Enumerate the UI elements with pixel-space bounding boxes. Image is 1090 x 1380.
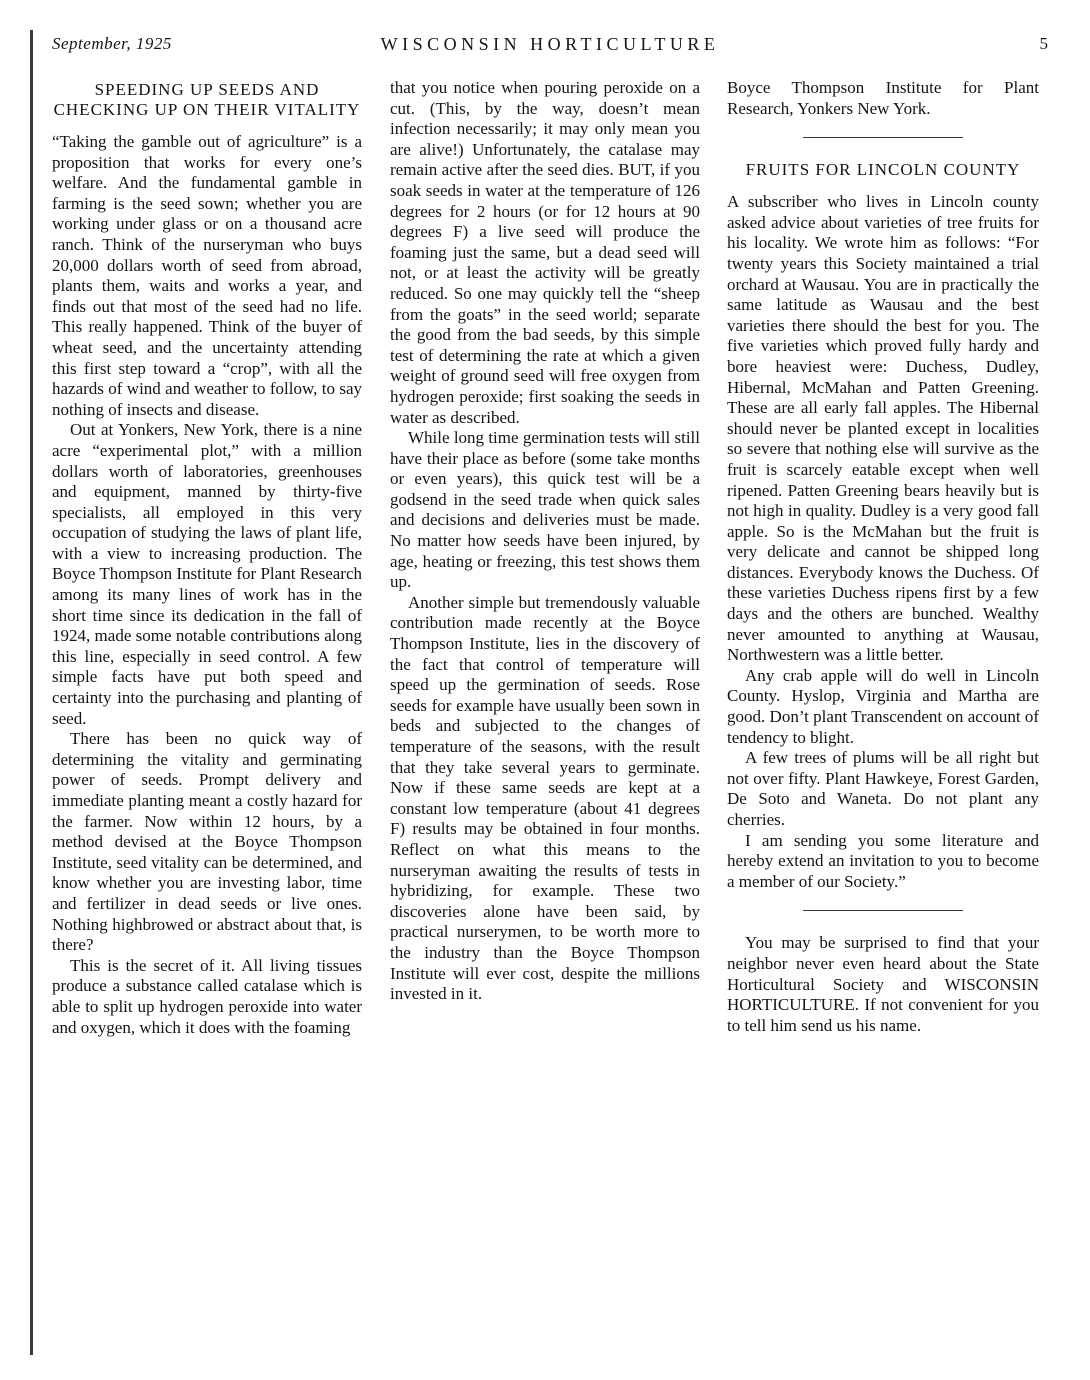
article-paragraph-split: Another simple but tremendously valuable contribution made recently at the Boyce Thompson Institute, lies in the discovery of the fact that control of temperature will speed up the germination of seeds. Rose seeds for example have usually been sown in beds and subjected to the changes of temperature of the seasons, with the result that they take several years to germinate. Now if these same seeds are kept at a constant low temperature (about 41 degrees F) results may be obtained in four months. Reflect on what this means to the nurseryman awaiting the results of tests in hybridizing, for example. These two discoveries alone have been said, by practical nurserymen, to be worth more to the industry than the Boyce Thompson Institute will ever cost, despite the millions invested in it. (390, 592, 700, 1004)
page-number: 5 (1039, 34, 1048, 53)
article-paragraph-split: This is the secret of it. All living tissues produce a substance called catalase which is able to split up hydrogen peroxide into water and oxygen, which it does with the foaming (52, 955, 362, 1037)
article-paragraph: There has been no quick way of determining the vitality and germinating power of seeds. Prompt delivery and immediate planting meant a costly hazard for the farmer. Now within 12 hours, by a method devised at the Boyce Thompson Institute, seed vitality can be determined, and know whether you are investing labor, time and fertilizer in dead seeds or live ones. Nothing highbrowed or abstract about that, is there? (52, 729, 362, 955)
article-paragraph: “Taking the gamble out of agriculture” is a proposition that works for every one’s welfare. And the fundamental gamble in farming is the seed sown; whether you are working under glass or on a thousand acre ranch. Think of the nurseryman who buys 20,000 dollars worth of seed from abroad, plants them, waits and works a year, and finds out that most of the seed had no life. This really happened. Think of the buyer of wheat seed, and the uncertainty attending this first step toward a “crop”, with all the hazards of wind and weather to follow, to say nothing of insects and disease. (52, 132, 362, 419)
article-paragraph: Out at Yonkers, New York, there is a nine acre “experimental plot,” with a million dollars worth of laboratories, greenhouses and equipment, manned by thirty-five specialists, all employed in this very occupation of studying the laws of plant life, with a view to increasing production. The Boyce Thompson Institute for Plant Research among its many lines of work has in the short time since its dedication in the fall of 1924, made some notable contributions along this line, especially in seed control. A few simple facts have put both speed and certainty into the purchasing and planting of seed. (52, 420, 362, 728)
column-1 (52, 78, 362, 1038)
article-paragraph: A subscriber who lives in Lincoln county asked advice about varieties of tree fruits for his locality. We wrote him as follows: “For twenty years this Society maintained a trial orchard at Wausau. You are in practically the same latitude as Wausau and the best varieties there should the best for you. The five varieties which proved fully hardy and bore heaviest were: Duchess, Dudley, Hibernal, McMahan and Patten Greening. These are all early fall apples. The Hibernal should never be planted except in localities so severe that nothing else will survive as the fruit is scarcely eatable except when well ripened. Patten Greening bears heavily but is not high in quality. Dudley is a very good fall apple. So is the McMahan but the fruit is very delicate and cannot be shipped long distances. Everybody knows the Duchess. Of these varieties Duchess ripens first by a few days and the others are bunched. Wealthy never amounted to anything at Wausau, Northwestern was a little better. (727, 192, 1039, 665)
journal-title: WISCONSIN HORTICULTURE (380, 34, 720, 54)
subscription-notice: You may be surprised to find that your neighbor never even heard about the State Horticultural Society and WISCONSIN HORTICULTURE. If not convenient for you to tell him send us his name. (727, 933, 1039, 1035)
article-title-seeds: SPEEDING UP SEEDS AND CHECKING UP ON THEIR VITALITY (53, 80, 361, 119)
article-paragraph-continued: that you notice when pouring peroxide on a cut. (This, by the way, doesn’t mean infection necessarily; it may only mean you are alive!) Unfortunately, the catalase may remain active after the seed dies. BUT, if you soak seeds in water at the temperature of 126 degrees for 2 hours (or for 12 hours at 90 degrees F) a live seed will produce the foaming just the same, but a dead seed will not, or at least the activity will be greatly reduced. So one may quickly tell the “sheep from the goats” in the seed world; separate the good from the bad seeds, by this simple test of determining the rate at which a given weight of ground seed will free oxygen from hydrogen peroxide; first soaking the seeds in water as described. (390, 78, 700, 427)
section-divider (803, 137, 963, 138)
section-divider (803, 910, 963, 911)
article-paragraph: Any crab apple will do well in Lincoln County. Hyslop, Virginia and Martha are good. Don’t plant Transcendent on account of tendency to blight. (727, 665, 1039, 747)
article-title-fruits: FRUITS FOR LINCOLN COUNTY (745, 160, 1021, 180)
article-paragraph: I am sending you some literature and hereby extend an invitation to you to become a member of our Society.” (727, 830, 1039, 891)
column-3 (727, 78, 1039, 1036)
running-header (52, 34, 1048, 58)
article-paragraph: A few trees of plums will be all right but not over fifty. Plant Hawkeye, Forest Garden, De Soto and Waneta. Do not plant any cherries. (727, 748, 1039, 829)
article-paragraph: While long time germination tests will still have their place as before (some take months or even years), this quick test will be a godsend in the seed trade when quick sales and decisions and deliveries must be made. No matter how seeds have been injured, by age, heating or freezing, this test shows them up. (390, 428, 700, 592)
column-2 (390, 78, 700, 1005)
binding-edge (30, 30, 33, 1355)
issue-date: September, 1925 (52, 34, 172, 53)
article-credit: Boyce Thompson Institute for Plant Research, Yonkers New York. (727, 78, 1039, 118)
